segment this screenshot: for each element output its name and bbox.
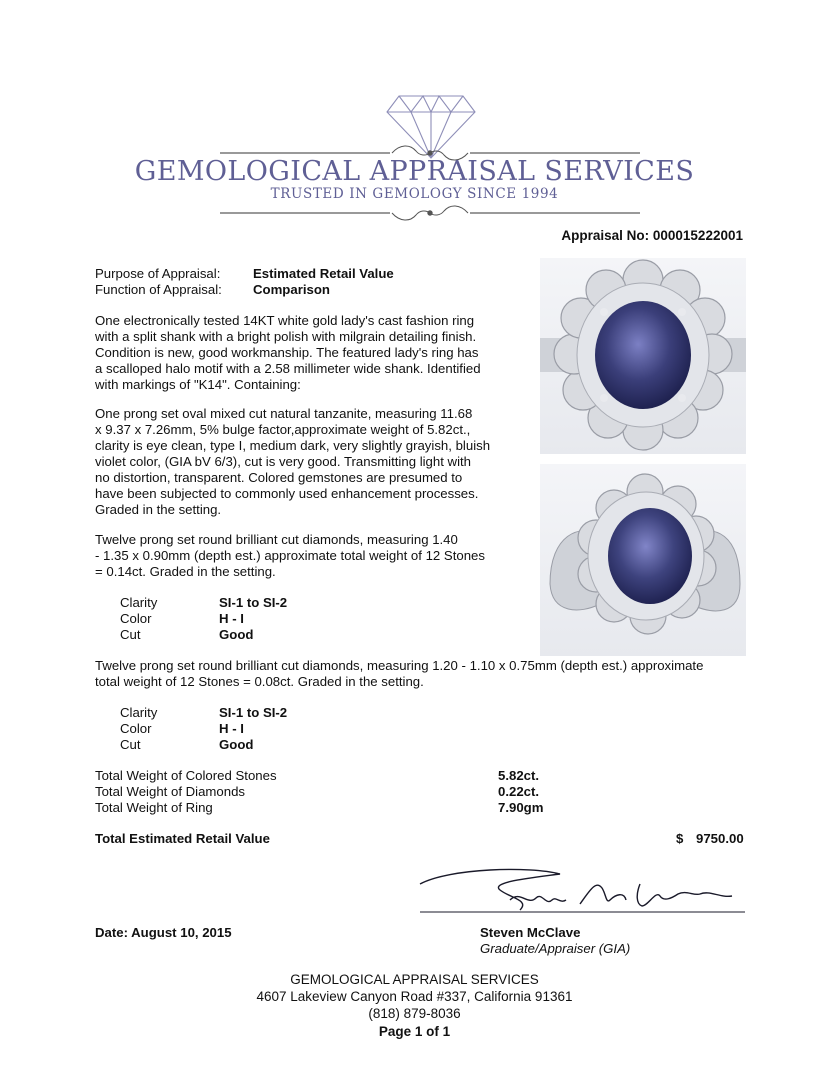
- total-diamonds-value: 0.22ct.: [498, 784, 540, 799]
- currency-symbol: $: [676, 831, 684, 846]
- footer-company: GEMOLOGICAL APPRAISAL SERVICES: [290, 972, 539, 987]
- purpose-label: Purpose of Appraisal:: [95, 266, 221, 281]
- cut-value: Good: [219, 627, 254, 642]
- ring-side-view-photo: [540, 464, 746, 656]
- purpose-value: Estimated Retail Value: [253, 266, 394, 281]
- appraisal-date: Date: August 10, 2015: [95, 925, 232, 940]
- cut-label: Cut: [120, 737, 141, 752]
- diamonds-description-1: Twelve prong set round brilliant cut diamonds, measuring 1.40 - 1.35 x 0.90mm (depth est.) approximate total weight of 12 Stones = 0.14ct. Graded in the setting.: [95, 532, 485, 579]
- retail-value-amount: 9750.00: [696, 831, 744, 846]
- clarity-value: SI-1 to SI-2: [219, 595, 288, 610]
- appraisal-number: Appraisal No: 000015222001: [561, 228, 743, 243]
- total-colored-stones-value: 5.82ct.: [498, 768, 540, 783]
- tanzanite-description: One prong set oval mixed cut natural tanzanite, measuring 11.68 x 9.37 x 7.26mm, 5% bulge factor,approximate weight of 5.82ct., clarity is eye clean, type I, medium dark, very slightly grayish, bluish violet color, (GIA bV 6/3), cut is very good. Transmitting light with no distortion, transparent. Colored gemstones are presumed to have been subjected to commonly used enhancement processes. Graded in the setting.: [95, 406, 491, 517]
- total-colored-stones-label: Total Weight of Colored Stones: [95, 768, 277, 783]
- appraiser-title: Graduate/Appraiser (GIA): [480, 941, 631, 956]
- ring-side-view-icon: [540, 464, 746, 656]
- total-ring-weight-value: 7.90gm: [498, 800, 544, 815]
- page-number: Page 1 of 1: [378, 1024, 451, 1039]
- ring-top-view-icon: [540, 258, 746, 454]
- color-label: Color: [120, 721, 152, 736]
- footer-phone: (818) 879-8036: [368, 1006, 461, 1021]
- ring-top-view-photo: [540, 258, 746, 454]
- bottom-ornamental-rule: [220, 202, 640, 224]
- function-label: Function of Appraisal:: [95, 282, 222, 297]
- color-value: H - I: [219, 721, 244, 736]
- cut-value: Good: [219, 737, 254, 752]
- clarity-label: Clarity: [120, 705, 158, 720]
- footer-address: 4607 Lakeview Canyon Road #337, California 91361: [256, 989, 573, 1004]
- company-tagline: TRUSTED IN GEMOLOGY SINCE 1994: [270, 186, 559, 202]
- color-value: H - I: [219, 611, 244, 626]
- color-label: Color: [120, 611, 152, 626]
- clarity-value: SI-1 to SI-2: [219, 705, 288, 720]
- appraiser-name: Steven McClave: [480, 925, 581, 940]
- appraiser-signature: [410, 860, 755, 922]
- retail-value-label: Total Estimated Retail Value: [95, 831, 270, 846]
- company-name: GEMOLOGICAL APPRAISAL SERVICES: [134, 156, 695, 187]
- ring-description: One electronically tested 14KT white gold lady's cast fashion ring with a split shank with a bright polish with milgrain detailing finish. Condition is new, good workmanship. The featured lady's ring has a scalloped halo motif with a 2.58 millimeter wide shank. Identified with markings of "K14". Containing:: [95, 313, 481, 392]
- total-ring-weight-label: Total Weight of Ring: [95, 800, 213, 815]
- diamonds-description-2: Twelve prong set round brilliant cut diamonds, measuring 1.20 - 1.10 x 0.75mm (depth est.) approximate total weight of 12 Stones = 0.08ct. Graded in the setting.: [95, 658, 704, 689]
- cut-label: Cut: [120, 627, 141, 642]
- total-diamonds-label: Total Weight of Diamonds: [95, 784, 246, 799]
- function-value: Comparison: [253, 282, 330, 297]
- clarity-label: Clarity: [120, 595, 158, 610]
